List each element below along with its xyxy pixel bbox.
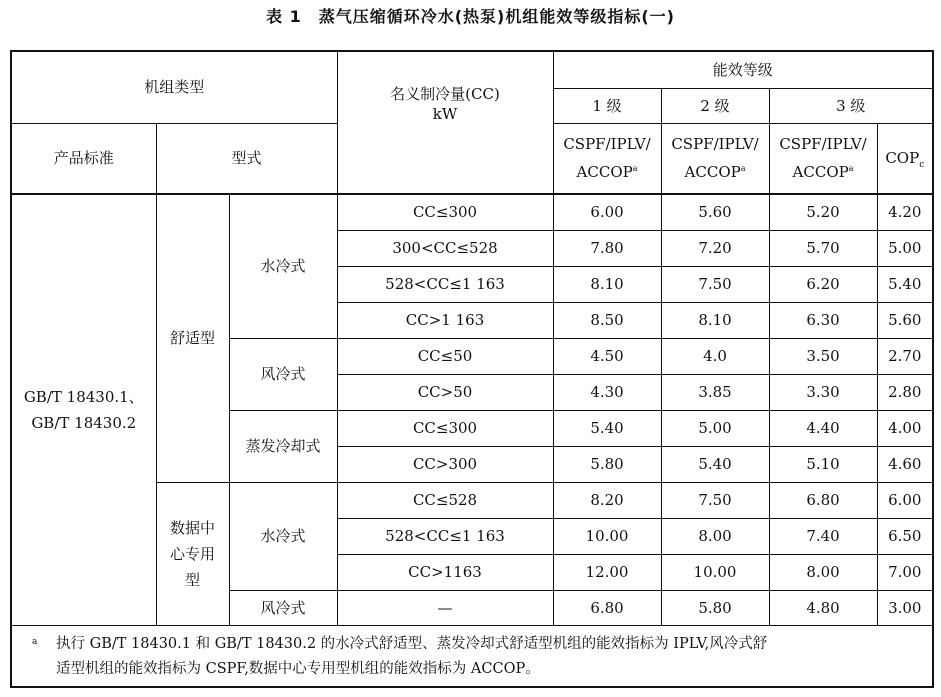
grade3-value: 6.80 xyxy=(769,482,877,518)
grade3-value: 5.70 xyxy=(769,230,877,266)
header-metric-g2: CSPF/IPLV/ ACCOP$^a$ xyxy=(661,123,769,194)
grade1-value: 8.50 xyxy=(553,302,661,338)
header-grade-2: 2 级 xyxy=(661,88,769,123)
footnote-marker: a xyxy=(32,636,38,647)
cop-value: 4.20 xyxy=(877,194,933,230)
cop-value: 5.00 xyxy=(877,230,933,266)
header-grade-1: 1 级 xyxy=(553,88,661,123)
header-metric-g3: CSPF/IPLV/ ACCOP$^a$ xyxy=(769,123,877,194)
grade3-value: 4.40 xyxy=(769,410,877,446)
cop-value: 6.00 xyxy=(877,482,933,518)
grade3-value: 4.80 xyxy=(769,590,877,625)
cop-value: 4.60 xyxy=(877,446,933,482)
cc-range: CC≤300 xyxy=(337,194,553,230)
header-form: 型式 xyxy=(156,123,337,194)
grade3-value: 3.30 xyxy=(769,374,877,410)
grade2-value: 5.60 xyxy=(661,194,769,230)
grade2-value: 8.00 xyxy=(661,518,769,554)
cc-range: — xyxy=(337,590,553,625)
cc-range: 528<CC≤1 163 xyxy=(337,266,553,302)
cc-range: 528<CC≤1 163 xyxy=(337,518,553,554)
cc-range: CC>1 163 xyxy=(337,302,553,338)
header-nominal-capacity xyxy=(337,51,553,194)
cc-range: CC>50 xyxy=(337,374,553,410)
cc-range: CC>300 xyxy=(337,446,553,482)
cop-value: 6.50 xyxy=(877,518,933,554)
efficiency-table xyxy=(10,50,934,688)
cooling-dc-water: 水冷式 xyxy=(229,482,337,590)
header-capacity-label: 名义制冷量(CC) xyxy=(390,84,500,103)
cop-value: 5.40 xyxy=(877,266,933,302)
grade1-value: 8.10 xyxy=(553,266,661,302)
grade1-value: 6.80 xyxy=(553,590,661,625)
grade1-value: 12.00 xyxy=(553,554,661,590)
grade2-value: 8.10 xyxy=(661,302,769,338)
grade1-value: 10.00 xyxy=(553,518,661,554)
cc-range: CC≤50 xyxy=(337,338,553,374)
cc-range: CC>1163 xyxy=(337,554,553,590)
grade3-value: 6.30 xyxy=(769,302,877,338)
cc-range: 300<CC≤528 xyxy=(337,230,553,266)
grade3-value: 3.50 xyxy=(769,338,877,374)
cop-value: 7.00 xyxy=(877,554,933,590)
grade3-value: 5.20 xyxy=(769,194,877,230)
grade3-value: 8.00 xyxy=(769,554,877,590)
grade3-value: 6.20 xyxy=(769,266,877,302)
grade2-value: 5.40 xyxy=(661,446,769,482)
header-grade-3: 3 级 xyxy=(769,88,933,123)
grade1-value: 8.20 xyxy=(553,482,661,518)
footnote-line-1: 执行 GB/T 18430.1 和 GB/T 18430.2 的水冷式舒适型、蒸发冷却式舒适型机组的能效指标为 IPLV,风冷式舒 xyxy=(56,635,768,652)
cop-value: 2.70 xyxy=(877,338,933,374)
header-capacity-unit: kW xyxy=(432,104,458,123)
grade1-value: 7.80 xyxy=(553,230,661,266)
table-row xyxy=(11,194,933,230)
grade2-value: 7.50 xyxy=(661,482,769,518)
cooling-water: 水冷式 xyxy=(229,194,337,338)
grade1-value: 5.40 xyxy=(553,410,661,446)
footnote xyxy=(11,625,933,687)
header-metric-g1: CSPF/IPLV/ ACCOP$^a$ xyxy=(553,123,661,194)
cooling-evaporative: 蒸发冷却式 xyxy=(229,410,337,482)
grade2-value: 5.80 xyxy=(661,590,769,625)
header-product-standard: 产品标准 xyxy=(11,123,156,194)
cooling-air: 风冷式 xyxy=(229,338,337,410)
grade3-value: 7.40 xyxy=(769,518,877,554)
grade1-value: 6.00 xyxy=(553,194,661,230)
grade2-value: 7.20 xyxy=(661,230,769,266)
grade2-value: 7.50 xyxy=(661,266,769,302)
grade3-value: 5.10 xyxy=(769,446,877,482)
cc-range: CC≤300 xyxy=(337,410,553,446)
grade2-value: 5.00 xyxy=(661,410,769,446)
grade2-value: 3.85 xyxy=(661,374,769,410)
category-comfort: 舒适型 xyxy=(156,194,229,482)
cop-value: 5.60 xyxy=(877,302,933,338)
grade1-value: 4.30 xyxy=(553,374,661,410)
grade2-value: 4.0 xyxy=(661,338,769,374)
header-efficiency-grade: 能效等级 xyxy=(553,51,933,88)
cop-value: 4.00 xyxy=(877,410,933,446)
cooling-dc-air: 风冷式 xyxy=(229,590,337,625)
header-unit-type: 机组类型 xyxy=(11,51,337,123)
cop-value: 2.80 xyxy=(877,374,933,410)
grade1-value: 4.50 xyxy=(553,338,661,374)
table-title: 表 1 蒸气压缩循环冷水(热泵)机组能效等级指标(一) xyxy=(266,7,675,26)
header-cop: $COP_c$ xyxy=(877,123,933,194)
grade2-value: 10.00 xyxy=(661,554,769,590)
cc-range: CC≤528 xyxy=(337,482,553,518)
footnote-line-2: 适型机组的能效指标为 CSPF,数据中心专用型机组的能效指标为 ACCOP。 xyxy=(56,660,540,677)
category-datacenter: 数据中 心专用 型 xyxy=(156,482,229,625)
grade1-value: 5.80 xyxy=(553,446,661,482)
cop-value: 3.00 xyxy=(877,590,933,625)
product-standard-cell: GB/T 18430.1、 GB/T 18430.2 xyxy=(11,194,156,625)
